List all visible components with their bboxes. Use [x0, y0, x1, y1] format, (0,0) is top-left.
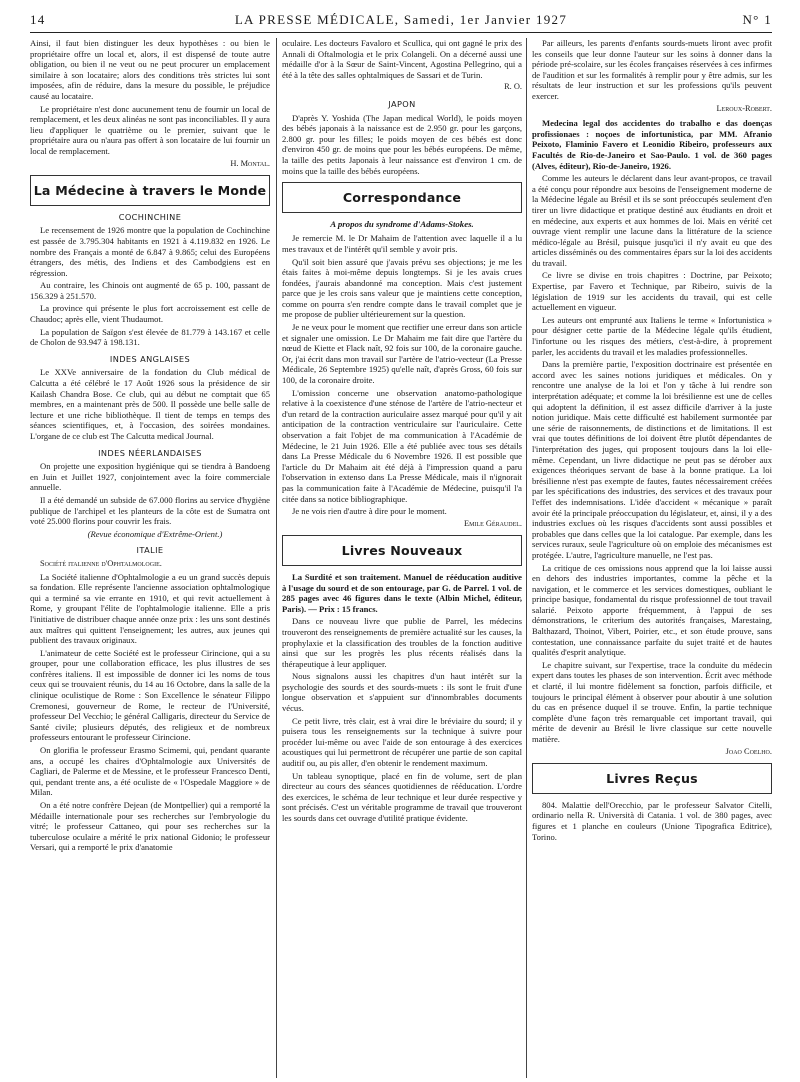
paragraph: Il a été demandé un subside de 67.000 florins au service d'hygiène publique de l'archipel et les planteurs de la côte est de Sumatra ont voté 25.000 florins pour couvrir les frais. [30, 494, 270, 527]
column-1 [30, 38, 270, 1078]
signature: Emile Géraudel. [463, 518, 522, 528]
section-box [282, 535, 522, 566]
paragraph: Le recensement de 1926 montre que la population de Cochinchine est passée de 3.795.304 habitants en 1921 à 4.119.832 en 1926. Le nombre des Français a monté de 6.847 à 9.865; celui des Européens étrangers, des métis, des Indiens et des Cambodgiens est en régression. [30, 225, 270, 278]
page-header [30, 10, 772, 33]
paragraph: Ainsi, il faut bien distinguer les deux hypothèses : ou bien le propriétaire offre un local et, alors, il est dispensé de toute autre obligation, ou bien il ne veut ou ne peut procurer un emplacement similaire à son locataire; alors des conditions très strictes lui sont imposées, afin de réduire, dans la mesure du possible, le préjudice causé au locataire. [30, 38, 270, 101]
paragraph: Par ailleurs, les parents d'enfants sourds-muets liront avec profit les conseils que leur donne l'auteur sur les soins à donner dans la période pré-scolaire, sur les écoles françaises réservées à ces infirmes de l'audition et sur les formalités à remplir pour y être admis, sur les résultats de leur instruction et sur les professions qu'ils peuvent exercer. [532, 38, 772, 101]
paragraph: Le propriétaire n'est donc aucunement tenu de fournir un local de remplacement, et les deux alinéas ne sont pas inconciliables. Il y aura lieu d'appliquer le quatrième ou le premier, suivant que le propriétaire aura ou n'aura pas offert à son locataire de lui fournir un local de remplacement. [30, 103, 270, 156]
section-box [532, 763, 772, 794]
paragraph: La Société italienne d'Ophtalmologie a eu un grand succès depuis sa fondation. Elle représente l'ancienne association ophtalmologique qui a terminé sa vie errante en 1910, et qui revit actuellement à Rome, y groupant l'élite de l'ophtalmologie italienne. Elle a pris l'initiative de distribuer chaque année onze prix : les uns sont destinés aux maîtres qui quittent l'enseignement; les autres, aux jeunes qui publient des travaux originaux. [30, 571, 270, 646]
section-title: Livres Nouveaux [341, 543, 463, 559]
issue-number: N° 1 [742, 12, 772, 27]
signature: R. O. [504, 82, 522, 92]
book-reference: Medecina legal dos accidentes do trabalho e das doenças profissionaes : noçoes de infortunistica, par MM. Afranio Peixoto, Flaminio Favero et Leonidio Ribeiro, professeurs aux Facultés de Rio-de-Janeiro et Sao-Paulo. 1 vol. de 360 pages (Alves, éditeur), Rio-de-Janeiro, 1926. [532, 118, 772, 171]
signature: H. Montal. [230, 158, 270, 168]
column-divider [526, 38, 527, 1078]
paragraph: D'après Y. Yoshida (The Japan medical World), le poids moyen des bébés japonais à la naissance est de 2.950 gr. pour les garçons, 2.800 gr. pour les filles; le poids moyen de ces bébés est donc d'environ 450 gr. de moins que pour les bébés européens. De même, la taille des petits Japonais à leur naissance est d'environ 1 cm. de moins que la taille des bébés européens. [282, 112, 522, 176]
paragraph: La critique de ces omissions nous apprend que la loi laisse aussi en dehors des industries importantes, comme la pêche et la navigation, et le commerce et les services domestiques, oubliant le principe basique, fondamental du risque professionnel de tout travail salarié. Peixoto apporte fréquemment, à l'appui de ses démonstrations, le criterium des autorités françaises, Marestaing, Balthazard, Thoinot, Vibert, Poirier, etc., et son étude prouve, sans contestation, une connaissance parfaite du sujet traité et de hautes qualités d'esprit analytique. [532, 562, 772, 658]
paragraph: Je ne vois rien d'autre à dire pour le moment. [292, 506, 447, 517]
column-2 [282, 38, 522, 1078]
section-box [282, 182, 522, 213]
column-3 [532, 38, 772, 1078]
paragraph: On glorifia le professeur Erasmo Scimemi, qui, pendant quarante ans, a occupé les chaires d'Ophtalmologie aux Universités de Cagliari, de Palerme et de Messine, et le professeur Francesco Denti, qui, pendant trente ans, a été oculiste de « l'Ospedale Maggiore » de Milan. [30, 745, 270, 798]
book-reference: 804. Malattie dell'Orecchio, par le professeur Salvator Citelli, ordinario nella R. Università di Catania. 1 vol. de 380 pages, avec figures et 1 planche en couleurs (Unione Tipografica Editrice), Torino. [532, 799, 772, 842]
subsection-subtitle: Société italienne d'Ophtalmologie. [40, 558, 162, 568]
paragraph: Comme les auteurs le déclarent dans leur avant-propos, ce travail a été conçu pour répondre aux besoins de l'enseignement moderne de la Médecine légale au Brésil et ils se sont préoccupés seulement d'en tirer un livre didactique et pratique destiné aux étudiants en droit et en médecine, aux experts et aux hommes de loi. Mais en vérité cet ouvrage vient remplir une lacune dans la littérature de la science médico-légale au Brésil, puisque jusqu'ici il n'y avait eu que des articles disséminés ou des commentaires épars sur la loi des accidents du travail. [532, 173, 772, 268]
subsection-title: INDES NÉERLANDAISES [98, 447, 202, 458]
paragraph: Ce livre se divise en trois chapitres : Doctrine, par Peixoto; Expertise, par Favero et Technique, par Ribeiro, suivis de la législation de 1919 sur les accidents du travail, qui est celle actuellement en vigueur. [532, 270, 772, 313]
signature: Joao Coelho. [725, 746, 772, 756]
book-reference: La Surdité et son traitement. Manuel de rééducation auditive à l'usage du sourd et de son entourage, par G. de Parrel. 1 vol. de 285 pages avec 46 figures dans le texte (Albin Michel, éditeur, Paris). — Prix : 15 francs. [282, 571, 522, 614]
subsection-title: INDES ANGLAISES [109, 353, 191, 364]
paragraph: oculaire. Les docteurs Favaloro et Scullica, qui ont gagné le prix des Annali di Oftalmologia et le prix Colangeli. On a décerné aussi une médaille d'or à la Sœur de Saint-Vincent, Agostina Pellegrino, qui a été à la tête des salles ophtalmiques de Sassari et de Turin. [282, 38, 522, 80]
subsection-title: COCHINCHINE [118, 211, 182, 222]
paragraph: On projette une exposition hygiénique qui se tiendra à Bandoeng en Juin et Juillet 1927, conjointement avec la foire commerciale annuelle. [30, 461, 270, 493]
page-number: 14 [30, 12, 46, 27]
column-divider [276, 38, 277, 1078]
paragraph: Au contraire, les Chinois ont augmenté de 65 p. 100, passant de 156.329 à 251.570. [30, 280, 270, 301]
paragraph: Le chapitre suivant, sur l'expertise, trace la conduite du médecin expert dans toutes les phases de son intervention. Écrit avec méthode et clarté, il lui montre fidèlement sa fonction, parfois difficile, et toujours le principal élément à observer pour aboutir à une solution du cas en présence duquel il se trouve. Enfin, la partie technique complète d'une façon très remarquable cet important travail, qui mérite de devenir au Brésil le livre classique sur cette nouvelle matière. [532, 659, 772, 744]
paragraph: On a été notre confrère Dejean (de Montpellier) qui a remporté la Médaille internationale pour ses recherches sur l'embryologie du vitré; le professeur Cattaneo, qui pour ses recherches sur la tuberculose oculaire a mérité le prix national Gidonio; le professeur Versari, qui a remporté le prix d'anatomie [30, 800, 270, 853]
paragraph: Dans ce nouveau livre que publie de Parrel, les médecins trouveront des renseignements de première actualité sur les causes, la prophylaxie et la classification des troubles de la fonction auditive ainsi que sur les progrès les plus récents réalisés dans la thérapeutique à leur appliquer. [282, 616, 522, 669]
paragraph: L'omission concerne une observation anatomo-pathologique relative à la coexistence d'une sténose de l'artère de l'atrio-necteur et d'un retard de la contraction auriculaire assez marqué pour qu'il y ait anticipation de la contraction ventriculaire sur l'auriculaire. Cette observation a fait l'objet de ma communication à l'Académie de Médecine, le 21 Juin 1926. Elle a été publiée avec tous ses détails dans La Presse Médicale du 6 Novembre 1926. Il est possible que l'article du Dr Mahaim ait été déjà à l'impression quand a paru l'observation in extenso dans La Presse Médicale, mais il n'ignorait pas la communication faite à l'Académie de Médecine, puisqu'il l'a citée dans sa notice bibliographique. [282, 387, 522, 504]
subsection-title: ITALIE [136, 545, 164, 556]
paragraph: Je remercie M. le Dr Mahaim de l'attention avec laquelle il a lu mes travaux et de l'intérêt qu'il semble y avoir pris. [282, 233, 522, 254]
paragraph: La population de Saïgon s'est élevée de 81.779 à 143.167 et celle de Cholon de 93.947 à 198.131. [30, 326, 270, 348]
citation: (Revue économique d'Extrême-Orient.) [87, 528, 223, 539]
paragraph: Ce petit livre, très clair, est à vrai dire le bréviaire du sourd; il y puisera tous les renseignements sur la technique à suivre pour procéder lui-même ou avec l'aide de son entourage à des exercices acoustiques qui lui permettront de récupérer une partie de son capital auditif ou, au pis aller, d'en obtenir le rendement maximum. [282, 715, 522, 769]
paragraph: Dans la première partie, l'exposition doctrinaire est présentée en accord avec les saines notions juridiques et médicales. On y rencontre une analyse de la loi et l'on y tâche à lui rendre son interprétation adéquate; et comme la loi brésilienne est une de celles qui adoptent la définition, il est assez difficile d'arriver à la juste notion juridique. Mais cette difficulté est habilement surmontée par une série de raisonnements, de distinctions et de limitations. Il est vrai que toutes définitions de loi doivent être plutôt dépendantes de l'interprétation des juges, qui proposent toujours dans la loi elle-même. Cependant, un livre didactique ne peut pas se dérober aux exigences théoriques servant de base à la bonne pratique. La loi brésilienne n'est pas exempte de fautes, fautes nécessairement créées par les spécifications des industries, des services et des travaux pour l'effet des indemnisations. L'idée d'accident « mécanique » paraît avoir été la principale préoccupation du législateur, et, ainsi, il y a des industries exclues où les risques d'accidents sont aussi possibles et probables que dans celles que la loi catalogue. Par exemple, dans les services ruraux, seule l'agriculture où on emploie des mécanismes est protégée. L'autre, l'agriculture manuelle, ne l'est pas. [532, 359, 772, 560]
section-box [30, 175, 270, 206]
signature: Leroux-Robert. [716, 103, 772, 113]
paragraph: Je ne veux pour le moment que rectifier une erreur dans son article et signaler une omission. Le Dr Mahaim me fait dire que l'artère du nœud de Kiette et Flack naît, 92 fois sur 100, de la coronaire gauche. Or, j'ai écrit dans mon travail sur l'artère de l'atrio-vecteur (La Presse Médicale, 26 Septembre 1925) qu'elle naît, d'après Gross, 60 fois sur 100, de la coronaire droite. [282, 322, 522, 386]
paragraph: Qu'il soit bien assuré que j'avais prévu ses objections; je me les étais faites à moi-même depuis longtemps. Si je les avais crues fondées, j'aurais abandonné ma conception. Mais c'est justement parce que je les crois sans valeur que je maintiens cette conception, comme on pourra s'en rendre compte dans le travail complet que je me propose de publier ultérieurement sur la question. [282, 256, 522, 320]
paragraph: L'animateur de cette Société est le professeur Cirincione, qui a su grouper, pour une collaboration efficace, les plus illustres de ses confrères italiens. Il est impossible de donner ici les noms de tous ceux qui se trouvaient réunis, du 14 au 16 Octobre, dans la salle de la clinique oculistique de Rome : Son Excellence le sénateur Filippo Cremonesi, gouverneur de Rome, le recteur de l'Université, professeur Del Vecchio; le général Calligaris, directeur du Service de Santé civile; plusieurs députés, des religieux et de nombreux professeurs entourant le professeur Cirincione. [30, 647, 270, 743]
journal-title: LA PRESSE MÉDICALE, Samedi, 1er Janvier 1927 [234, 12, 568, 27]
paragraph: Un tableau synoptique, placé en fin de volume, sert de plan directeur au cours des séances quotidiennes de rééducation. L'ordre des exercices, le schéma de leur technique et leur durée respective y sont précisés. C'est un véritable programme de travail que trouveront les sourds dans cet ouvrage d'utilité pratique évidente. [282, 770, 522, 823]
paragraph: Le XXVe anniversaire de la fondation du Club médical de Calcutta a été célébré le 17 Août 1926 sous la présidence de sir Kailash Chandra Bose. Ce club, qui au début ne comptait que 65 membres, en a maintenant près de 500. Il possède une belle salle de lecture et une riche bibliothèque. Il tient de temps en temps des séances scientifiques, et, à l'occasion, des soirées mondaines. L'organe de ce club est The Calcutta medical Journal. [30, 367, 270, 441]
paragraph: La province qui présente le plus fort accroissement est celle de Chaudoc; après elle, vient Thudaumot. [30, 303, 270, 325]
section-title: Correspondance [342, 190, 462, 206]
paragraph: Les auteurs ont emprunté aux Italiens le terme « Infortunistica » pour désigner cette partie de la Médecine légale qu'ils étudient, l'infortune ou les risques des métiers, c'est-à-dire, à proprement parler, les accidents du travail et les maladies professionnelles. [532, 314, 772, 357]
section-title: Livres Reçus [606, 771, 698, 787]
subsection-title: JAPON [388, 98, 416, 109]
paragraph: Nous signalons aussi les chapitres d'un haut intérêt sur la psychologie des sourds et des sourds-muets : ils sont le fruit d'une longue observation et s'appuient sur d'innombrables documents vécus. [282, 671, 522, 714]
section-title: La Médecine à travers le Monde [33, 183, 267, 199]
article-title: A propos du syndrome d'Adams-Stokes. [330, 218, 474, 229]
